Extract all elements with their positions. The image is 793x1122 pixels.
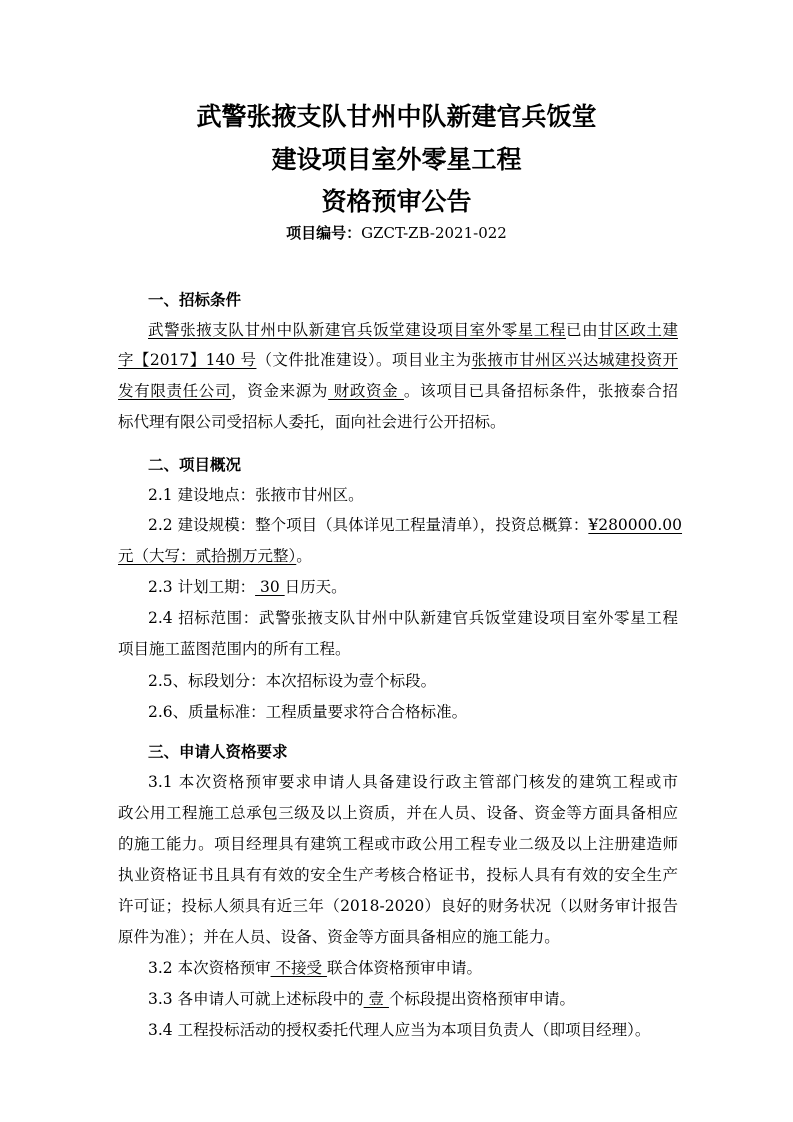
s3-line-2: 政公用工程施工总承包三级及以上资质，并在人员、设备、资金等方面具备相应 bbox=[118, 804, 678, 822]
s3-line-1: 3.1 本次资格预审要求申请人具备建设行政主管部门核发的建筑工程或市 bbox=[148, 773, 678, 791]
title-line-3: 资格预审公告 bbox=[321, 187, 472, 216]
s1-line-1: 武警张掖支队甘州中队新建官兵饭堂建设项目室外零星工程已由甘区政土建 bbox=[148, 321, 678, 339]
s3-line-8: 3.3 各申请人可就上述标段中的 壹 个标段提出资格预审申请。 bbox=[148, 990, 575, 1008]
s3-line-4: 执业资格证书且具有有效的安全生产考核合格证书，投标人具有有效的安全生产 bbox=[118, 866, 678, 884]
s2-line-4: 2.3 计划工期： 30 日历天。 bbox=[148, 578, 347, 596]
s3-line-6: 原件为准）；并在人员、设备、资金等方面具备相应的施工能力。 bbox=[118, 928, 560, 946]
s2-line-7: 2.5、标段划分：本次招标设为壹个标段。 bbox=[148, 672, 437, 690]
section-2-heading: 二、项目概况 bbox=[148, 456, 242, 474]
section-1-heading: 一、招标条件 bbox=[148, 291, 242, 309]
s2-line-6: 项目施工蓝图范围内的所有工程。 bbox=[118, 640, 351, 658]
s2-line-2: 2.2 建设规模：整个项目（具体详见工程量清单），投资总概算：¥280000.00 bbox=[148, 516, 683, 534]
s3-line-7: 3.2 本次资格预审 不接受 联合体资格预审申请。 bbox=[148, 959, 482, 977]
project-number bbox=[0, 223, 793, 243]
title-line-2: 建设项目室外零星工程 bbox=[271, 145, 522, 174]
s3-line-3: 的施工能力。项目经理具有建筑工程或市政公用工程专业二级及以上注册建造师 bbox=[118, 835, 678, 853]
s3-line-9: 3.4 工程投标活动的授权委托代理人应当为本项目负责人（即项目经理）。 bbox=[148, 1021, 651, 1039]
s2-line-3: 元（大写：贰拾捌万元整）。 bbox=[118, 547, 312, 565]
section-3-heading: 三、申请人资格要求 bbox=[148, 743, 288, 761]
s1-line-4: 标代理有限公司受招标人委托，面向社会进行公开招标。 bbox=[118, 413, 506, 431]
s2-line-1: 2.1 建设地点：张掖市甘州区。 bbox=[148, 486, 364, 504]
s1-line-2: 字【2017】140 号（文件批准建设）。项目业主为张掖市甘州区兴达城建投资开 bbox=[118, 351, 678, 369]
s1-line-3: 发有限责任公司，资金来源为 财政资金 。该项目已具备招标条件，张掖泰合招 bbox=[118, 382, 678, 400]
s2-line-8: 2.6、质量标准：工程质量要求符合合格标准。 bbox=[148, 703, 468, 721]
project-number-value: GZCT-ZB-2021-022 bbox=[361, 224, 507, 242]
s2-line-5: 2.4 招标范围：武警张掖支队甘州中队新建官兵饭堂建设项目室外零星工程 bbox=[148, 609, 678, 627]
s3-line-5: 许可证；投标人须具有近三年（2018-2020）良好的财务状况（以财务审计报告 bbox=[118, 897, 678, 915]
project-number-label: 项目编号： bbox=[286, 224, 362, 242]
title-line-1: 武警张掖支队甘州中队新建官兵饭堂 bbox=[196, 102, 597, 131]
